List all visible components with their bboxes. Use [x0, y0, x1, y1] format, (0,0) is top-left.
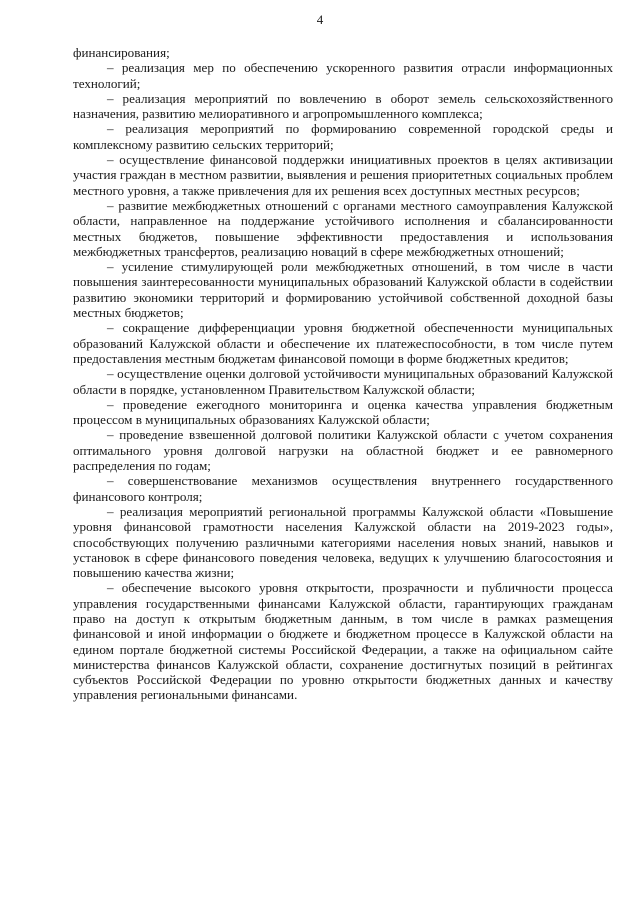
list-item: – реализация мер по обеспечению ускоренного развития отрасли информационных технологий; [73, 60, 613, 91]
list-item: – осуществление финансовой поддержки инициативных проектов в целях активизации участия граждан в местном развитии, выявления и решения приоритетных социальных проблем местного уровня, а также привлечения для их решения всех доступных местных ресурсов; [73, 152, 613, 198]
list-item: – проведение ежегодного мониторинга и оценка качества управления бюджетным процессом в муниципальных образованиях Калужской области; [73, 396, 613, 428]
list-item: – проведение взвешенной долговой политики Калужской области с учетом сохранения оптимального уровня долговой нагрузки на областной бюджет и ее равномерного распределения по годам; [73, 427, 613, 474]
list-item: – совершенствование механизмов осуществления внутреннего государственного финансового контроля; [73, 473, 613, 504]
list-item: – развитие межбюджетных отношений с органами местного самоуправления Калужской области, направленное на поддержание устойчивого исполнения и сбалансированности местных бюджетов, повышение эффективности предоставления и использования межбюджетных трансфертов, реализацию новаций в сфере межбюджетных отношений; [73, 197, 613, 259]
list-item: – реализация мероприятий по вовлечению в оборот земель сельскохозяйственного назначения, развитию мелиоративного и агропромышленного комплекса; [73, 90, 613, 122]
opening-line: финансирования; [73, 45, 170, 60]
page-number: 4 [316, 12, 324, 27]
list-item: – реализация мероприятий по формированию современной городской среды и комплексному развитию сельских территорий; [73, 121, 613, 152]
document-body [73, 45, 613, 703]
list-item: – реализация мероприятий региональной программы Калужской области «Повышение уровня финансовой грамотности населения Калужской области на 2019-2023 годы», способствующих получению различными категориями населения новых знаний, навыков и установок в сфере финансового поведения человека, ведущих к улучшению благосостояния и повышению качества жизни; [73, 503, 613, 581]
list-item: – сокращение дифференциации уровня бюджетной обеспеченности муниципальных образований Калужской области и обеспечение их платежеспособности, в том числе путем предоставления местным бюджетам финансовой помощи в форме бюджетных кредитов; [73, 320, 613, 366]
list-item: – осуществление оценки долговой устойчивости муниципальных образований Калужской области в порядке, установленном Правительством Калужской области; [73, 366, 613, 397]
list-item: – усиление стимулирующей роли межбюджетных отношений, в том числе в части повышения заинтересованности муниципальных образований Калужской области в содействии развитию экономики территорий и формированию устойчивой собственной доходной базы местных бюджетов; [73, 259, 613, 321]
list-item: – обеспечение высокого уровня открытости, прозрачности и публичности процесса управления государственными финансами Калужской области, гарантирующих гражданам право на доступ к открытым бюджетным данным, в том числе в рамках размещения финансовой и иной информации о бюджете и бюджетном процессе в Калужской области на едином портале бюджетной системы Российской Федерации, а также на официальном сайте министерства финансов Калужской области, сохранение достигнутых позиций в рейтингах субъектов Российской Федерации по уровню открытости бюджетных данных и качеству управления региональными финансами. [73, 580, 613, 703]
